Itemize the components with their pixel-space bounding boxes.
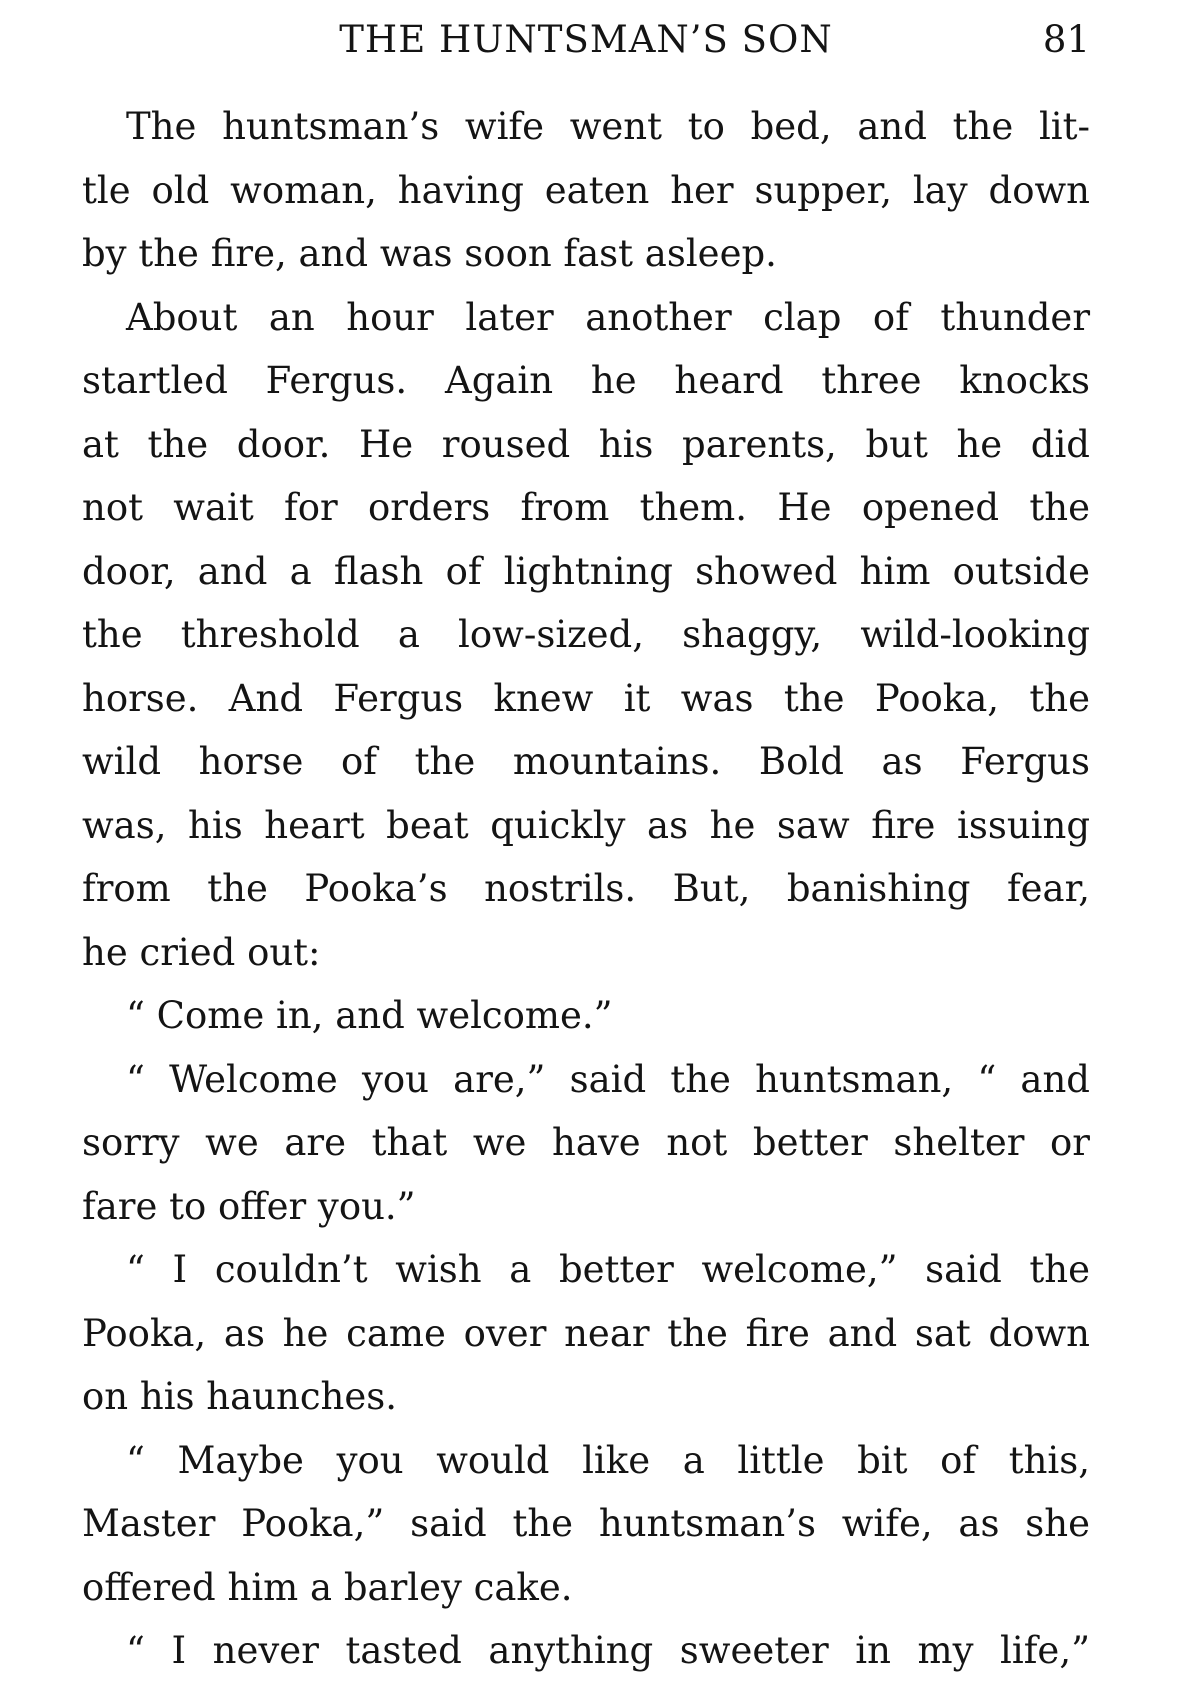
body-text <box>82 95 1090 1683</box>
running-head <box>82 18 1090 78</box>
text-line: tle old woman, having eaten her supper, lay down <box>82 168 1090 212</box>
text-line: he cried out: <box>82 930 321 974</box>
text-line: from the Pooka’s nostrils. But, banishing fear, <box>82 867 1090 910</box>
text-line: by the fire, and was soon fast asleep. <box>82 232 777 275</box>
text-line: The huntsman’s wife went to bed, and the lit- <box>126 105 1090 148</box>
text-line: “ Welcome you are,” said the huntsman, “ and <box>126 1057 1090 1101</box>
running-title: THE HUNTSMAN’S SON <box>339 18 833 61</box>
text-line: wild horse of the mountains. Bold as Fergus <box>82 740 1090 783</box>
text-line: “ I couldn’t wish a better welcome,” said the <box>126 1248 1090 1291</box>
text-line: at the door. He roused his parents, but he did <box>82 422 1090 466</box>
text-line: door, and a flash of lightning showed him outside <box>82 549 1090 593</box>
text-line: sorry we are that we have not better shelter or <box>82 1121 1090 1164</box>
text-line: the threshold a low-sized, shaggy, wild-looking <box>82 613 1090 656</box>
text-line: fare to offer you.” <box>82 1184 416 1228</box>
text-line: startled Fergus. Again he heard three knocks <box>82 359 1090 402</box>
text-line: “ Maybe you would like a little bit of this, <box>126 1438 1090 1482</box>
text-line: “ Come in, and welcome.” <box>126 994 613 1037</box>
text-line: horse. And Fergus knew it was the Pooka, the <box>82 676 1090 720</box>
text-line: Master Pooka,” said the huntsman’s wife, as she <box>82 1502 1090 1545</box>
text-line: on his haunches. <box>82 1375 398 1418</box>
text-line: About an hour later another clap of thunder <box>126 295 1090 339</box>
text-line: Pooka, as he came over near the fire and sat down <box>82 1311 1090 1355</box>
page-number: 81 <box>1042 18 1090 61</box>
text-line: offered him a barley cake. <box>82 1565 573 1609</box>
text-line: not wait for orders from them. He opened the <box>82 486 1090 529</box>
text-line: was, his heart beat quickly as he saw fire issuing <box>82 803 1090 847</box>
text-line: “ I never tasted anything sweeter in my life,” <box>126 1629 1090 1672</box>
